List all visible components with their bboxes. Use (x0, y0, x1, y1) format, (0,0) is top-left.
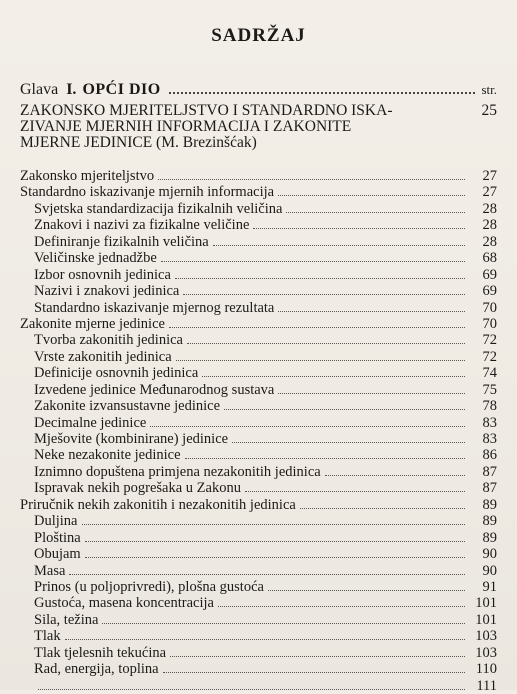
toc-entry-title: Mješovite (kombinirane) jedinice (34, 431, 229, 447)
toc-entry-title: Ispravak nekih pogrešaka u Zakonu (34, 480, 241, 497)
toc-entry (20, 628, 497, 644)
toc-entry-title: Ploština (34, 529, 81, 546)
toc-entry-title: Gustoća, masena koncentracija (34, 595, 214, 612)
toc-entry (20, 234, 497, 250)
leader-dots (102, 623, 465, 624)
toc-entry-page: 87 (482, 463, 497, 480)
leader-dots (169, 327, 465, 328)
toc-entry-title: Definiranje fizikalnih veličina (34, 233, 209, 250)
leader-dots (202, 376, 465, 377)
chapter-name: OPĆI DIO (82, 81, 161, 98)
toc-entry-page: 70 (482, 299, 497, 316)
toc-entry-title: Zakonite izvansustavne jedinice (34, 398, 221, 415)
toc-entry-title: Decimalne jedinice (34, 414, 147, 431)
toc-entry (20, 217, 497, 233)
leader-dots (150, 426, 465, 427)
leader-dots (170, 656, 465, 657)
section-title-line-2: ZIVANJE MJERNIH INFORMACIJA I ZAKONITE (20, 118, 352, 135)
toc-entry-page: 110 (475, 661, 497, 678)
toc-entry-page: 69 (482, 266, 497, 283)
toc-entry (20, 447, 497, 463)
page-column-label: str. (481, 82, 497, 97)
toc-entry (20, 250, 497, 266)
toc-entry-title: Obujam (34, 546, 81, 563)
toc-entry (20, 513, 497, 529)
toc-entry-page: 103 (475, 644, 497, 661)
leader-dots (286, 212, 465, 213)
toc-entry-page: 111 (476, 677, 497, 694)
toc-entry (20, 349, 497, 365)
toc-entry-title: Veličinske jednadžbe (34, 250, 157, 267)
page-title: SADRŽAJ (211, 25, 306, 46)
toc-entry-page: 70 (482, 315, 497, 332)
toc-entry-title: Priručnik nekih zakonitih i nezakonitih jedinica (20, 496, 296, 513)
toc-entry (20, 365, 497, 381)
toc-entry (20, 480, 497, 496)
toc-entry (20, 661, 497, 677)
section-heading (20, 103, 497, 151)
leader-dots (245, 491, 465, 492)
toc-entry-title: Tvorba zakonitih jedinica (34, 332, 183, 349)
toc-entry-title: Masa (34, 562, 66, 579)
toc-entry-title: Duljina (34, 513, 78, 530)
leader-dots (185, 458, 465, 459)
leader-dots (325, 475, 465, 476)
leader-dots (175, 278, 465, 279)
leader-dots (69, 574, 465, 575)
leader-dots (176, 360, 465, 361)
toc-entry-page: 101 (475, 611, 497, 628)
chapter-label: Glava (20, 81, 59, 98)
toc-entry-title: Prinos (u poljoprivredi), plošna gustoća (34, 578, 264, 595)
chapter-heading (20, 81, 497, 99)
toc-entry-page: 28 (482, 200, 497, 217)
section-page-number: 25 (481, 102, 497, 119)
toc-entry-page: 28 (482, 217, 497, 234)
toc-entry-page: 28 (482, 233, 497, 250)
chapter-number: I. (66, 81, 77, 98)
toc-entry-title: Znakovi i nazivi za fizikalne veličine (34, 217, 250, 234)
toc-entry (20, 267, 497, 283)
toc-entry (20, 201, 497, 217)
toc-entry-title: Rad, energija, toplina (34, 661, 159, 678)
section-title-line-1: ZAKONSKO MJERITELJSTVO I STANDARDNO ISKA- (20, 102, 393, 119)
section-title-line-3: MJERNE JEDINICE (M. Brezinšćak) (20, 134, 257, 151)
toc-entry-page: 103 (475, 628, 497, 645)
toc-entry-page: 69 (482, 283, 497, 300)
toc-entry-page: 90 (482, 546, 497, 563)
leader-dots (85, 557, 465, 558)
leader-dots (232, 442, 465, 443)
toc-entry (20, 398, 497, 414)
toc-entry-page: 90 (482, 562, 497, 579)
toc-entry-page: 72 (482, 332, 497, 349)
toc-entry (20, 595, 497, 611)
leader-dots (161, 261, 465, 262)
leader-dots (278, 311, 465, 312)
toc-entry (20, 645, 497, 661)
toc-entry-page: 83 (482, 414, 497, 431)
leader-dots (278, 393, 465, 394)
toc-entry (20, 464, 497, 480)
toc-entry-page: 75 (482, 381, 497, 398)
toc-entry-page: 78 (482, 398, 497, 415)
leader-dots (218, 606, 465, 607)
toc-entry (20, 563, 497, 579)
toc-entry-title: Tlak (34, 628, 61, 645)
toc-entry-page: 27 (482, 184, 497, 201)
toc-entry (20, 283, 497, 299)
toc-entry-title: Izvedene jedinice Međunarodnog sustava (34, 381, 275, 398)
toc-list (20, 168, 497, 694)
toc-entry-title: Iznimno dopuštena primjena nezakonitih jedinica (34, 463, 321, 480)
leader-dots (169, 92, 476, 94)
leader-dots (187, 343, 465, 344)
leader-dots (253, 228, 465, 229)
toc-entry (20, 332, 497, 348)
leader-dots (300, 508, 465, 509)
toc-entry (20, 415, 497, 431)
leader-dots (213, 245, 465, 246)
toc-entry-title: Standardno iskazivanje mjernih informacija (20, 184, 275, 201)
leader-dots (82, 524, 466, 525)
toc-entry-title: Neke nezakonite jedinice (34, 447, 181, 464)
toc-entry-title: Definicije osnovnih jedinica (34, 365, 199, 382)
toc-entry (20, 579, 497, 595)
toc-entry-title: Vrste zakonitih jedinica (34, 348, 172, 365)
toc-entry-page: 101 (475, 595, 497, 612)
toc-entry-title: Nazivi i znakovi jedinica (34, 283, 180, 300)
toc-entry-page: 86 (482, 447, 497, 464)
toc-entry (20, 316, 497, 332)
toc-entry-title: Tlak tjelesnih tekućina (34, 644, 167, 661)
leader-dots (163, 672, 465, 673)
leader-dots (268, 590, 465, 591)
leader-dots (38, 689, 465, 690)
toc-entry-page: 72 (482, 348, 497, 365)
toc-entry-page: 27 (482, 168, 497, 184)
leader-dots (183, 294, 465, 295)
toc-entry (20, 382, 497, 398)
toc-entry (20, 612, 497, 628)
toc-entry (20, 678, 497, 694)
leader-dots (278, 195, 465, 196)
toc-entry (20, 431, 497, 447)
toc-entry-title: Izbor osnovnih jedinica (34, 266, 171, 283)
toc-entry-title: Zakonsko mjeriteljstvo (20, 168, 155, 184)
toc-entry (20, 530, 497, 546)
toc-entry-title: Sila, težina (34, 611, 99, 628)
toc-entry-page: 68 (482, 250, 497, 267)
toc-entry-page: 89 (482, 529, 497, 546)
toc-entry (20, 168, 497, 184)
toc-entry (20, 300, 497, 316)
leader-dots (85, 541, 465, 542)
toc-entry (20, 497, 497, 513)
toc-entry-page: 87 (482, 480, 497, 497)
toc-entry-page: 74 (482, 365, 497, 382)
toc-entry-title: Standardno iskazivanje mjernog rezultata (34, 299, 275, 316)
toc-entry-page: 91 (482, 578, 497, 595)
leader-dots (65, 639, 465, 640)
toc-entry (20, 184, 497, 200)
leader-dots (158, 179, 465, 180)
toc-entry-page: 89 (482, 496, 497, 513)
toc-entry-title: Svjetska standardizacija fizikalnih veličina (34, 200, 283, 217)
toc-entry (20, 546, 497, 562)
toc-entry-title: Zakonite mjerne jedinice (20, 315, 165, 332)
toc-entry-page: 89 (482, 513, 497, 530)
toc-entry-page: 83 (482, 431, 497, 447)
leader-dots (224, 409, 465, 410)
